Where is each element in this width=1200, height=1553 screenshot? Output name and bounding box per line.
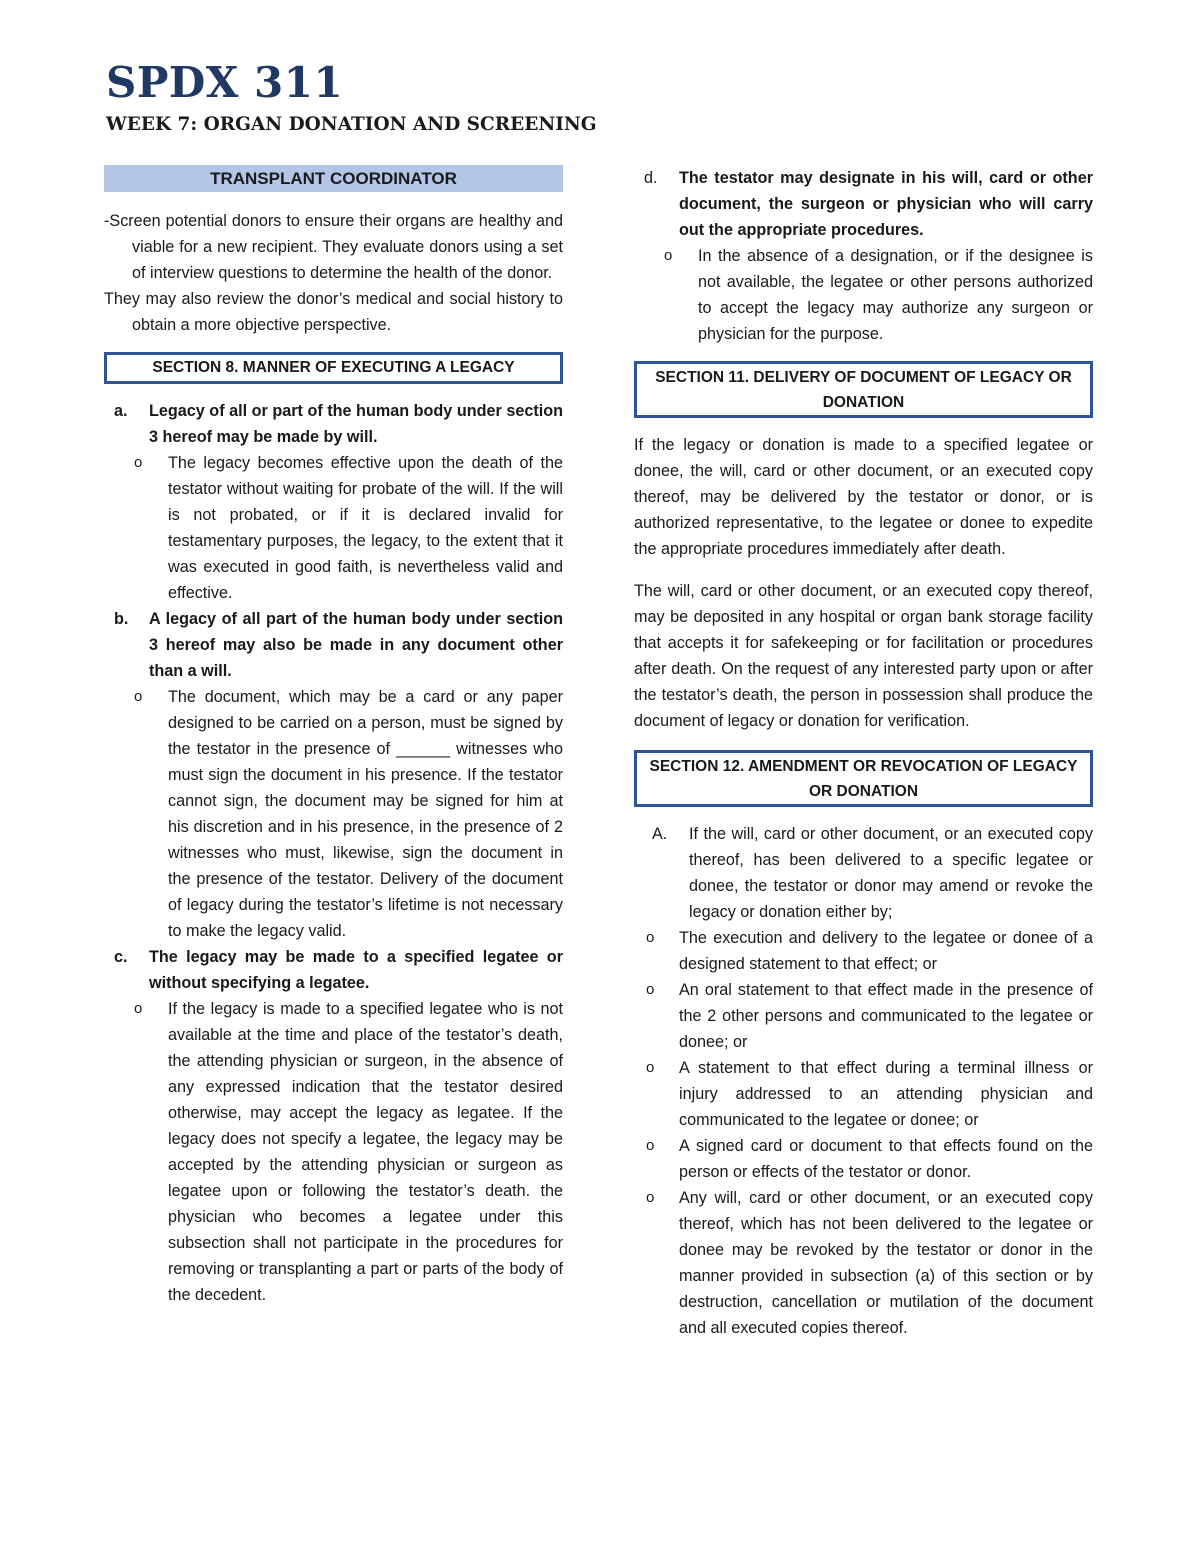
sub-item-text: The document, which may be a card or any paper designed to be carried on a person, must be signed by the testator in the presence of ______ witnesses who must sign the document in his presence. If the testator cannot sign, the document may be signed for him at his discretion and in his presence, in the presence of 2 witnesses who must, likewise, sign the document in the presence of the testator. Delivery of the document of legacy during the testator’s lifetime is not necessary to make the legacy valid.: [168, 688, 563, 940]
bullet-marker: o: [646, 1137, 655, 1154]
bullet-marker: o: [134, 454, 143, 471]
bullet-text: A statement to that effect during a terminal illness or injury addressed to an attending physician and communicated to the legatee or donee; or: [679, 1059, 1093, 1129]
coordinator-paragraph-1: -Screen potential donors to ensure their organs are healthy and viable for a new recipient. They evaluate donors using a set of interview questions to determine the health of the donor.: [104, 212, 563, 282]
list-marker: b.: [114, 610, 129, 628]
section-8-item-c: [104, 944, 563, 996]
item-text: Legacy of all or part of the human body under section 3 hereof may be made by will.: [149, 402, 563, 446]
sub-item-text: The legacy becomes effective upon the death of the testator without waiting for probate of the will. If the will is not probated, or if it is declared invalid for testamentary purposes, the legacy, to the extent that it was executed in good faith, is nevertheless valid and effective.: [168, 454, 563, 602]
section-8-item-d-sub: [634, 243, 1093, 347]
section-12-bullet-3: [634, 1055, 1093, 1133]
section-11-paragraph-1: If the legacy or donation is made to a specified legatee or donee, the will, card or other document, or an executed copy thereof, may be delivered by the testator or donor, or is authorized representative, to the legatee or donee to expedite the appropriate procedures immediately after death.: [634, 436, 1093, 558]
bullet-text: A signed card or document to that effects found on the person or effects of the testator or donor.: [679, 1137, 1093, 1181]
section-12-heading: SECTION 12. AMENDMENT OR REVOCATION OF LEGACY OR DONATION: [634, 750, 1093, 807]
bullet-marker: o: [646, 981, 655, 998]
section-8-heading: SECTION 8. MANNER OF EXECUTING A LEGACY: [104, 352, 563, 384]
section-12-bullet-2: [634, 977, 1093, 1055]
list-marker: c.: [114, 948, 128, 966]
bullet-text: Any will, card or other document, or an executed copy thereof, which has not been delivered to the legatee or donee may be revoked by the testator or donor in the manner provided in subsection (a) of this section or by destruction, cancellation or mutilation of the document and all executed copies thereof.: [679, 1189, 1093, 1337]
bullet-marker: o: [646, 1189, 655, 1206]
right-column: [634, 165, 1093, 1341]
bullet-marker: o: [134, 1000, 143, 1017]
week-title: WEEK 7: ORGAN DONATION AND SCREENING: [106, 114, 597, 135]
section-8-item-a: [104, 398, 563, 450]
bullet-text: The execution and delivery to the legatee or donee of a designed statement to that effect; or: [679, 929, 1093, 973]
bullet-marker: o: [134, 688, 143, 705]
item-text: The legacy may be made to a specified legatee or without specifying a legatee.: [149, 948, 563, 992]
bullet-marker: o: [664, 247, 673, 264]
transplant-coordinator-heading: TRANSPLANT COORDINATOR: [104, 165, 563, 192]
item-text: If the will, card or other document, or an executed copy thereof, has been delivered to a specific legatee or donee, the testator or donor may amend or revoke the legacy or donation either by;: [689, 825, 1093, 921]
course-code: SPDX 311: [106, 58, 344, 107]
list-marker: d.: [644, 169, 658, 187]
item-text: The testator may designate in his will, card or other document, the surgeon or physician who will carry out the appropriate procedures.: [679, 169, 1093, 239]
section-11-paragraph-2: The will, card or other document, or an executed copy thereof, may be deposited in any hospital or organ bank storage facility that accepts it for safekeeping or for facilitation or procedures after death. On the request of any interested party upon or after the testator’s death, the person in possession shall produce the document of legacy or donation for verification.: [634, 582, 1093, 730]
section-8-item-c-sub: [104, 996, 563, 1308]
section-12-bullet-4: [634, 1133, 1093, 1185]
list-marker: A.: [652, 825, 668, 843]
section-8-item-b: [104, 606, 563, 684]
left-column: [104, 165, 563, 1308]
section-12-item-a: [634, 821, 1093, 925]
bullet-marker: o: [646, 1059, 655, 1076]
sub-item-text: If the legacy is made to a specified legatee who is not available at the time and place of the testator’s death, the attending physician or surgeon, in the absence of any expressed indication that the testator desired otherwise, may accept the legacy as legatee. If the legacy does not specify a legatee, the legacy may be accepted by the attending physician or surgeon as legatee upon or following the testator’s death. the physician who becomes a legatee under this subsection shall not participate in the procedures for removing or transplanting a part or parts of the body of the decedent.: [168, 1000, 563, 1304]
item-text: A legacy of all part of the human body under section 3 hereof may also be made in any document other than a will.: [149, 610, 563, 680]
section-11-heading: SECTION 11. DELIVERY OF DOCUMENT OF LEGACY OR DONATION: [634, 361, 1093, 418]
sub-item-text: In the absence of a designation, or if the designee is not available, the legatee or other persons authorized to accept the legacy may authorize any surgeon or physician for the purpose.: [698, 247, 1093, 343]
coordinator-paragraph-2: They may also review the donor’s medical and social history to obtain a more objective perspective.: [104, 290, 563, 334]
bullet-text: An oral statement to that effect made in the presence of the 2 other persons and communicated to the legatee or donee; or: [679, 981, 1093, 1051]
section-8-item-a-sub: [104, 450, 563, 606]
section-8-item-d: [634, 165, 1093, 243]
section-12-bullet-1: [634, 925, 1093, 977]
bullet-marker: o: [646, 929, 655, 946]
section-8-item-b-sub: [104, 684, 563, 944]
section-12-bullet-5: [634, 1185, 1093, 1341]
list-marker: a.: [114, 402, 128, 420]
